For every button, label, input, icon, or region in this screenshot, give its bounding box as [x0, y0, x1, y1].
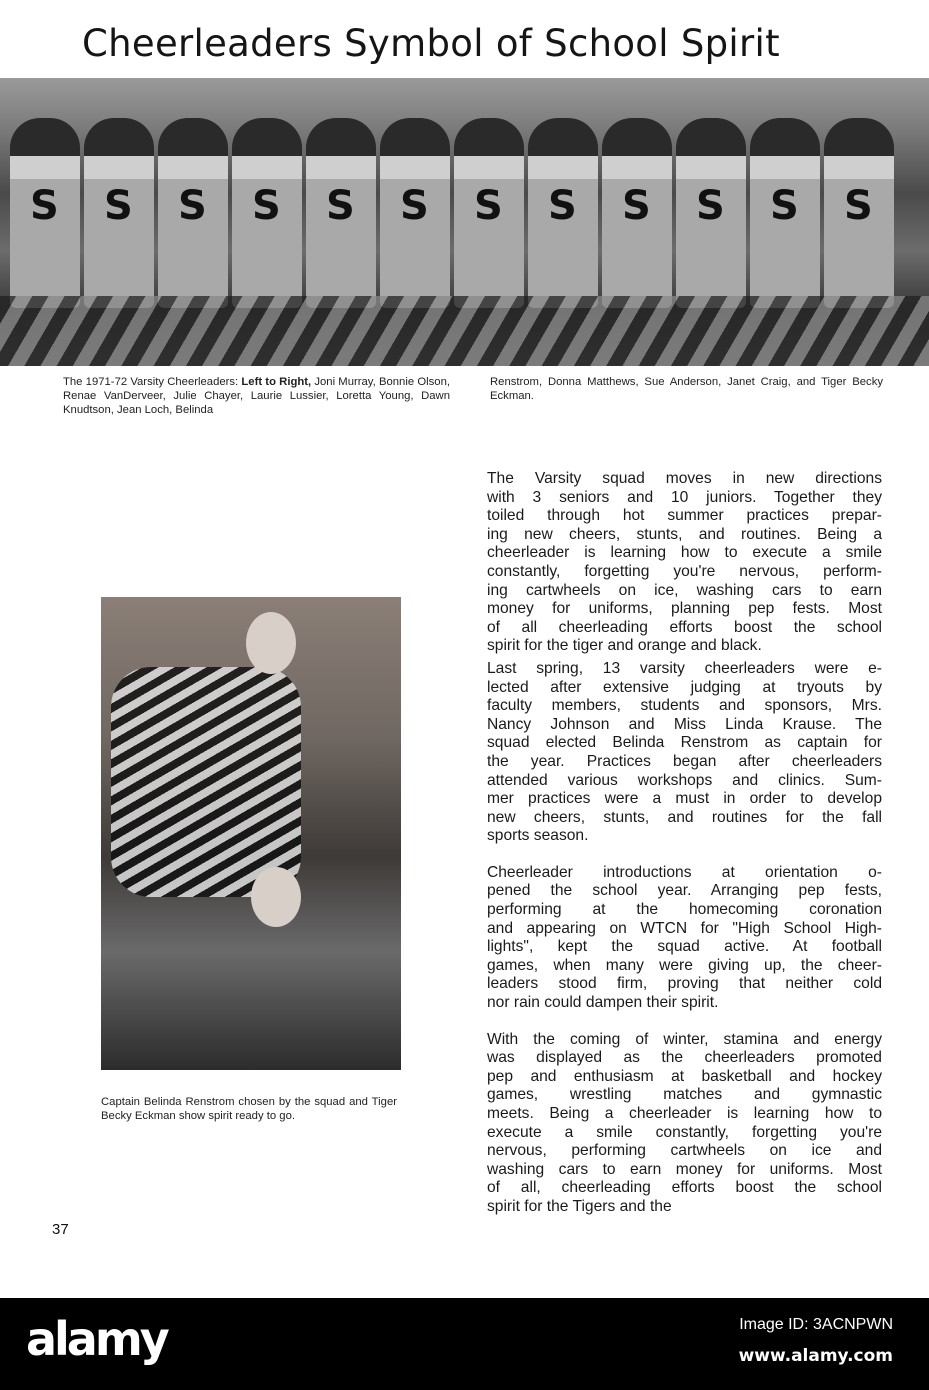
alamy-logo: alamy — [26, 1312, 167, 1366]
sweater-letter: S — [474, 183, 503, 229]
watermark-bar — [0, 1298, 929, 1390]
text-line: pened the school year. Arranging pep fests, — [487, 882, 882, 900]
text-line: Nancy Johnson and Miss Linda Krause. The — [487, 715, 882, 733]
watermark-url: www.alamy.com — [738, 1346, 893, 1366]
text-line: constantly, forgetting you're nervous, perform- — [487, 562, 882, 580]
text-line: sports season. — [487, 827, 589, 845]
text-line: faculty members, students and sponsors, Mrs. — [487, 697, 882, 715]
article-paragraph — [487, 470, 882, 656]
text-line: execute a smile constantly, forgetting you're — [487, 1123, 882, 1141]
text-line: leaders stood firm, proving that neither cold — [487, 975, 882, 993]
text-line: and appearing on WTCN for "High School High- — [487, 919, 882, 937]
text-line: of all cheerleading efforts boost the school — [487, 618, 882, 636]
text-line: performing at the homecoming coronation — [487, 901, 882, 919]
text-line: new cheers, stunts, and routines for the fall — [487, 808, 882, 826]
sweater-letter: S — [696, 183, 725, 229]
text-line: spirit for the Tigers and the — [487, 1197, 672, 1215]
team-photo — [0, 78, 929, 366]
face — [251, 867, 301, 927]
face — [246, 612, 296, 674]
team-caption-continued: Renstrom, Donna Matthews, Sue Anderson, Janet Craig, and Tiger Becky Eckman. — [490, 376, 883, 402]
sweater-letter: S — [622, 183, 651, 229]
text-line: toiled through hot summer practices prepar- — [487, 507, 882, 525]
text-line: lights", kept the squad active. At football — [487, 938, 882, 956]
caption-prefix: The 1971-72 Varsity Cheerleaders: — [63, 376, 242, 388]
text-line: games, wrestling matches and gymnastic — [487, 1086, 882, 1104]
text-line: meets. Being a cheerleader is learning how to — [487, 1105, 882, 1122]
captain-caption: Captain Belinda Renstrom chosen by the squad and Tiger Becky Eckman show spirit ready to go. — [101, 1096, 397, 1122]
text-line: nervous, performing cartwheels on ice and — [487, 1142, 882, 1160]
captain-photo — [101, 597, 401, 1070]
sweater-letter: S — [326, 183, 355, 229]
text-line: washing cars to earn money for uniforms. Most — [487, 1160, 882, 1178]
sweater-letter: S — [400, 183, 429, 229]
article-body — [487, 470, 882, 1217]
page-title: Cheerleaders Symbol of School Spirit — [82, 22, 780, 65]
sweater-letter: S — [770, 183, 799, 229]
text-line: spirit for the tiger and orange and black. — [487, 637, 762, 655]
caption-names: Joni Murray, Bonnie Olson, Renae VanDerveer, Julie Chayer, Laurie Lussier, Loretta Young, Dawn Knudtson, Jean Loch, Belinda — [63, 376, 450, 416]
text-line: lected after extensive judging at tryouts by — [487, 678, 882, 696]
sweater-letter: S — [252, 183, 281, 229]
text-line: With the coming of winter, stamina and energy — [487, 1030, 882, 1048]
sweater-letter: S — [30, 183, 59, 229]
text-line: attended various workshops and clinics. Sum- — [487, 771, 882, 789]
text-line: of all, cheerleading efforts boost the school — [487, 1179, 882, 1197]
article-paragraph — [487, 1031, 882, 1217]
sweater-letter: S — [844, 183, 873, 229]
text-line: cheerleader is learning how to execute a smile — [487, 544, 882, 562]
text-line: nor rain could dampen their spirit. — [487, 994, 719, 1012]
caption-bold: Left to Right, — [241, 376, 312, 388]
text-line: with 3 seniors and 10 juniors. Together they — [487, 488, 882, 506]
page-number: 37 — [52, 1221, 69, 1238]
text-line: money for uniforms, planning pep fests. Most — [487, 600, 882, 618]
text-line: ing new cheers, stunts, and routines. Being a — [487, 525, 882, 543]
text-line: squad elected Belinda Renstrom as captain for — [487, 734, 882, 752]
tiger-costume — [111, 667, 301, 897]
text-line: games, when many were giving up, the cheer- — [487, 956, 882, 974]
text-line: mer practices were a must in order to develop — [487, 790, 882, 808]
article-paragraph — [487, 660, 882, 846]
text-line: Cheerleader introductions at orientation o- — [487, 863, 882, 881]
text-line: was displayed as the cheerleaders promoted — [487, 1049, 882, 1067]
image-id: Image ID: 3ACNPWN — [739, 1316, 893, 1333]
text-line: The Varsity squad moves in new directions — [487, 470, 882, 487]
text-line: ing cartwheels on ice, washing cars to earn — [487, 581, 882, 599]
article-paragraph — [487, 864, 882, 1013]
text-line: Last spring, 13 varsity cheerleaders were e- — [487, 659, 882, 677]
text-line: pep and enthusiasm at basketball and hockey — [487, 1067, 882, 1085]
text-line: the year. Practices began after cheerleaders — [487, 752, 882, 770]
sweater-letter: S — [178, 183, 207, 229]
sweater-letter: S — [548, 183, 577, 229]
team-caption — [63, 375, 450, 417]
pom-poms — [0, 296, 929, 366]
sweater-letter: S — [104, 183, 133, 229]
